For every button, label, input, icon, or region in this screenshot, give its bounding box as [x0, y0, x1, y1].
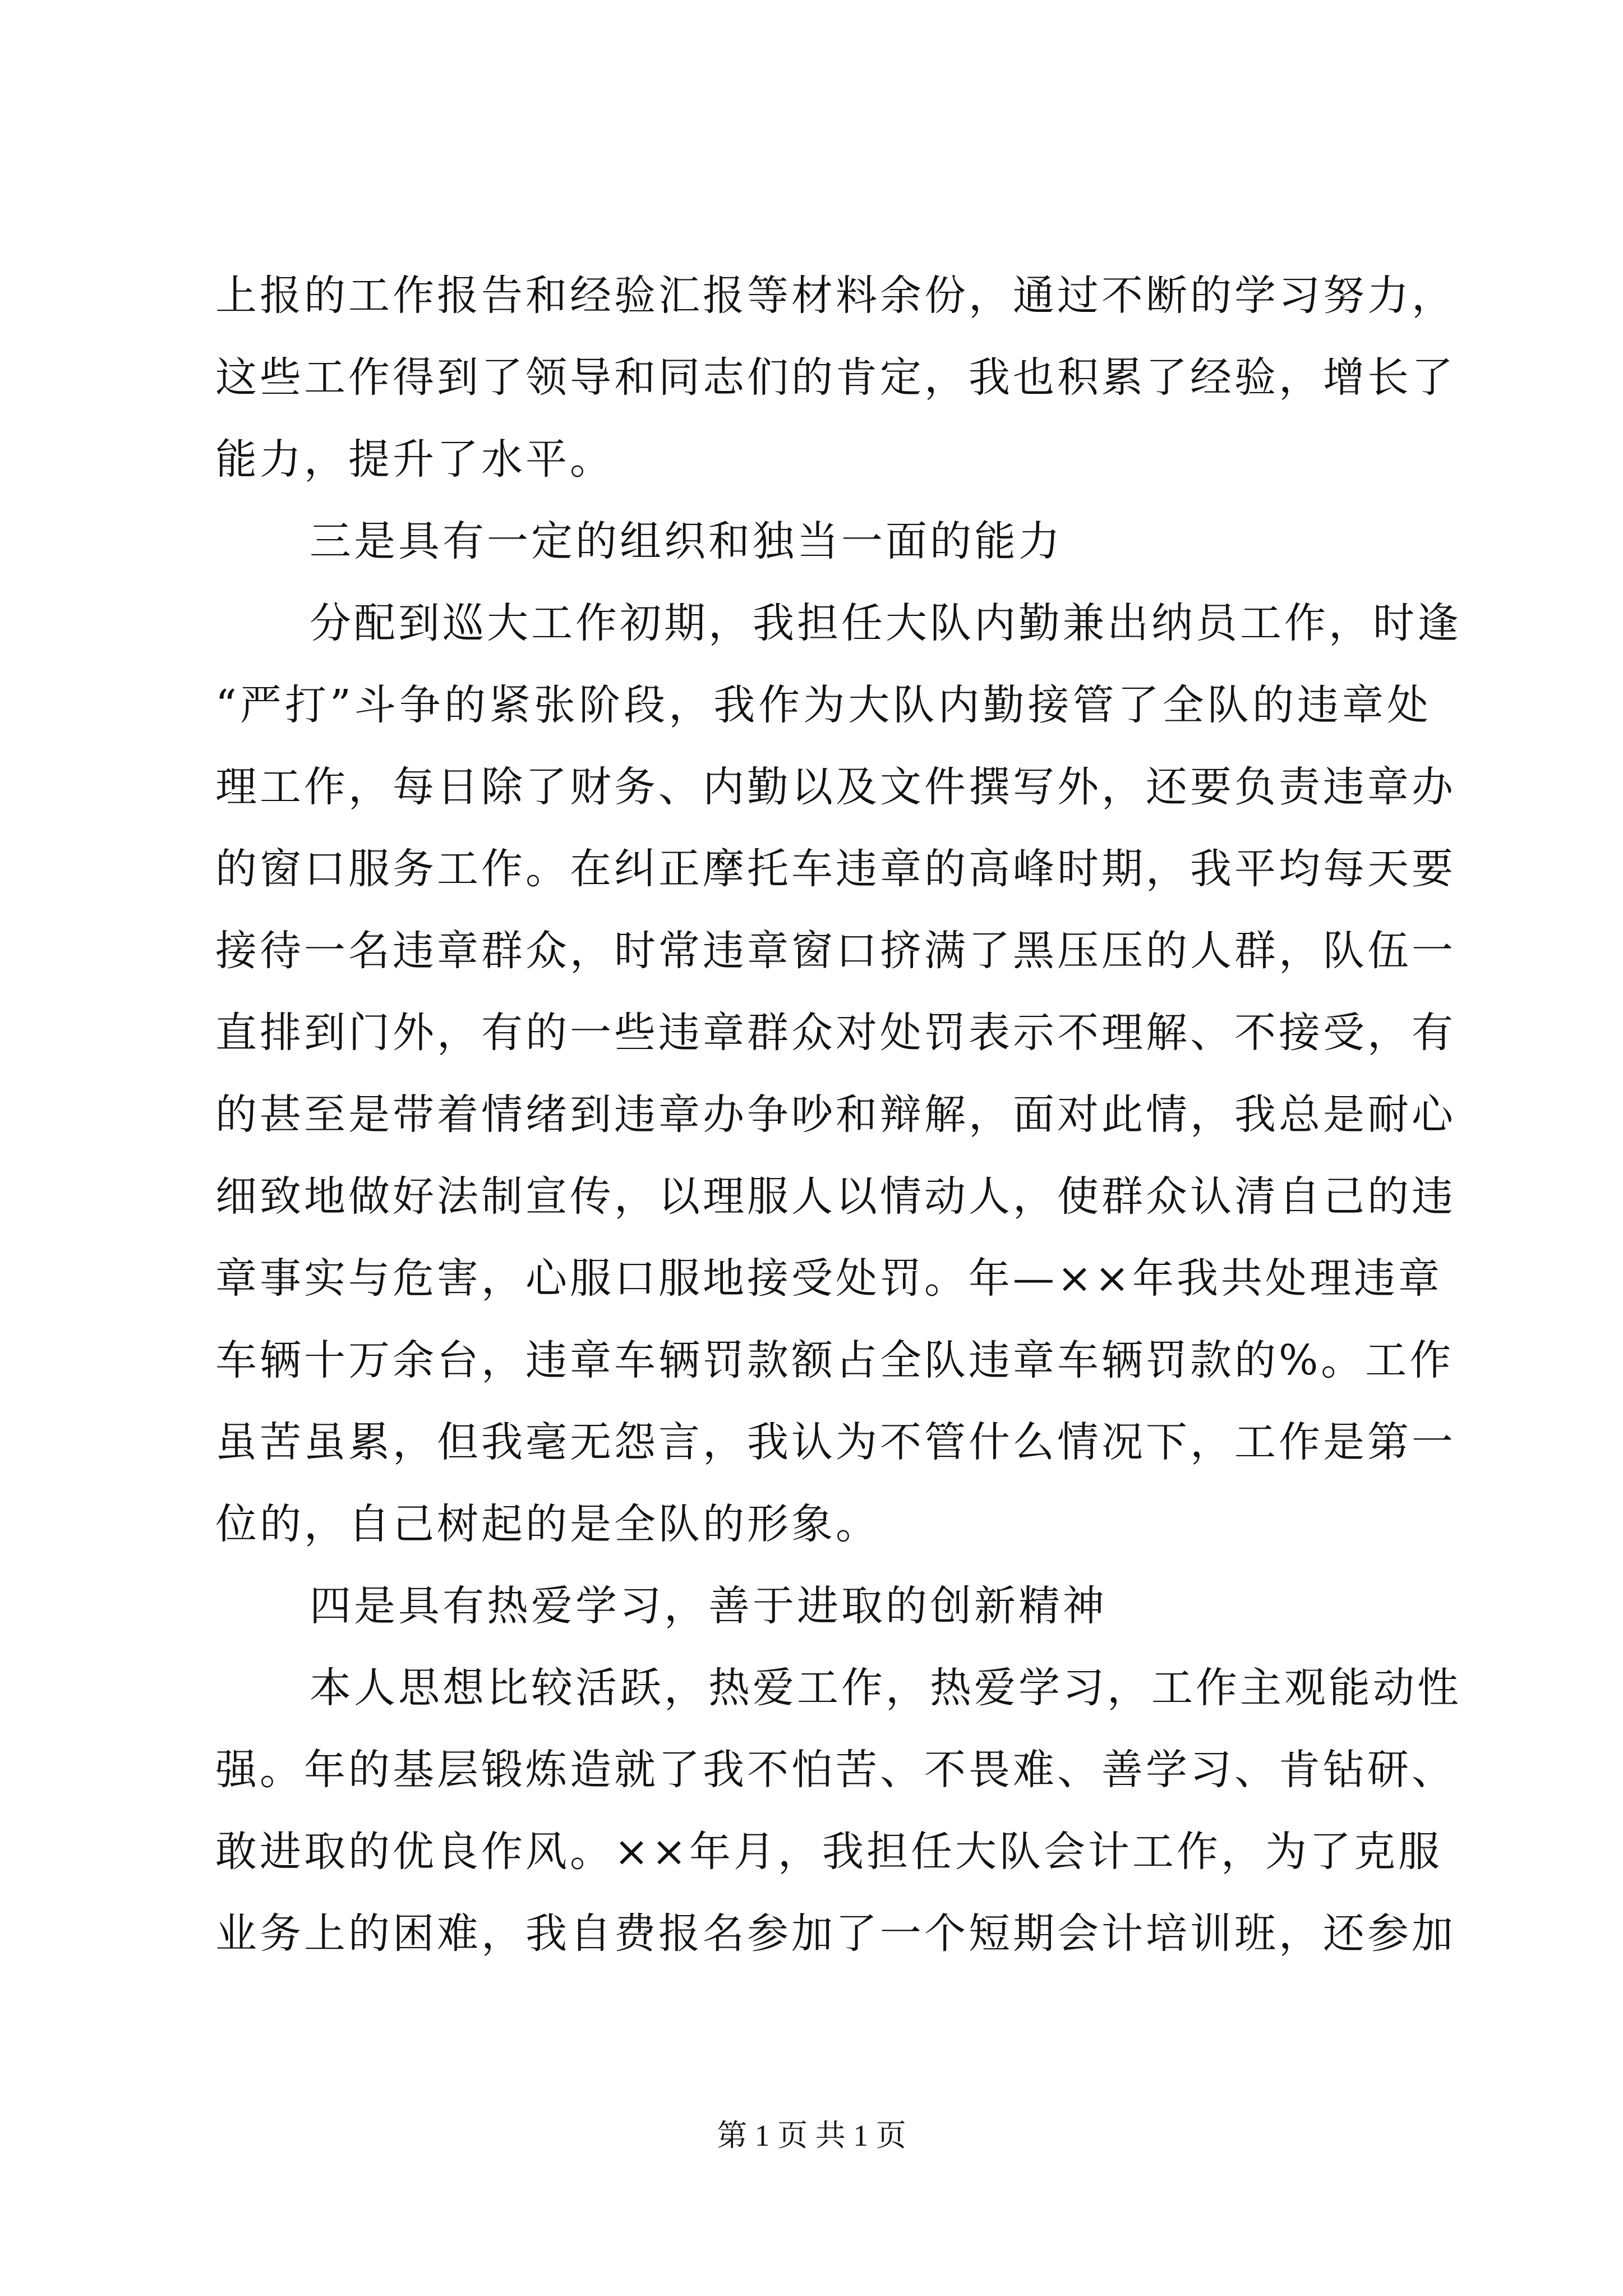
text-line: 直排到门外，有的一些违章群众对处罚表示不理解、不接受，有 — [215, 1009, 1456, 1057]
text-line: 能力，提升了水平。 — [215, 435, 614, 484]
text-line: 敢进取的优良作风。××年月，我担任大队会计工作，为了克服 — [215, 1828, 1443, 1876]
text-line: 位的，自己树起的是全队的形象。 — [215, 1500, 880, 1548]
section-heading: 四是具有热爱学习，善于进取的创新精神 — [310, 1582, 1107, 1630]
page-number-footer: 第 1 页 共 1 页 — [717, 2119, 906, 2152]
text-line: 本人思想比较活跃，热爱工作，热爱学习，工作主观能动性 — [310, 1664, 1461, 1712]
text-line: 章事实与危害，心服口服地接受处罚。年—××年我共处理违章 — [215, 1254, 1443, 1303]
text-line: 细致地做好法制宣传，以理服人以情动人，使群众认清自己的违 — [215, 1172, 1456, 1221]
text-line: 虽苦虽累，但我毫无怨言，我认为不管什么情况下，工作是第一 — [215, 1418, 1456, 1466]
text-line: 上报的工作报告和经验汇报等材料余份，通过不断的学习努力， — [215, 272, 1456, 320]
text-line: 业务上的困难，我自费报名参加了一个短期会计培训班，还参加 — [215, 1910, 1456, 1958]
text-line: “严打”斗争的紧张阶段，我作为大队内勤接管了全队的违章处 — [215, 681, 1431, 729]
text-line: 理工作，每日除了财务、内勤以及文件撰写外，还要负责违章办 — [215, 763, 1456, 811]
document-body — [215, 255, 1461, 1975]
text-line: 接待一名违章群众，时常违章窗口挤满了黑压压的人群，队伍一 — [215, 927, 1456, 975]
text-line: 车辆十万余台，违章车辆罚款额占全队违章车辆罚款的%。工作 — [215, 1336, 1454, 1384]
text-line: 的甚至是带着情绪到违章办争吵和辩解，面对此情，我总是耐心 — [215, 1091, 1456, 1139]
section-heading: 三是具有一定的组织和独当一面的能力 — [310, 517, 1063, 565]
text-line: 这些工作得到了领导和同志们的肯定，我也积累了经验，增长了 — [215, 353, 1456, 402]
text-line: 强。年的基层锻炼造就了我不怕苦、不畏难、善学习、肯钻研、 — [215, 1746, 1456, 1794]
text-line: 分配到巡大工作初期，我担任大队内勤兼出纳员工作，时逢 — [310, 599, 1461, 647]
text-line: 的窗口服务工作。在纠正摩托车违章的高峰时期，我平均每天要 — [215, 845, 1456, 893]
